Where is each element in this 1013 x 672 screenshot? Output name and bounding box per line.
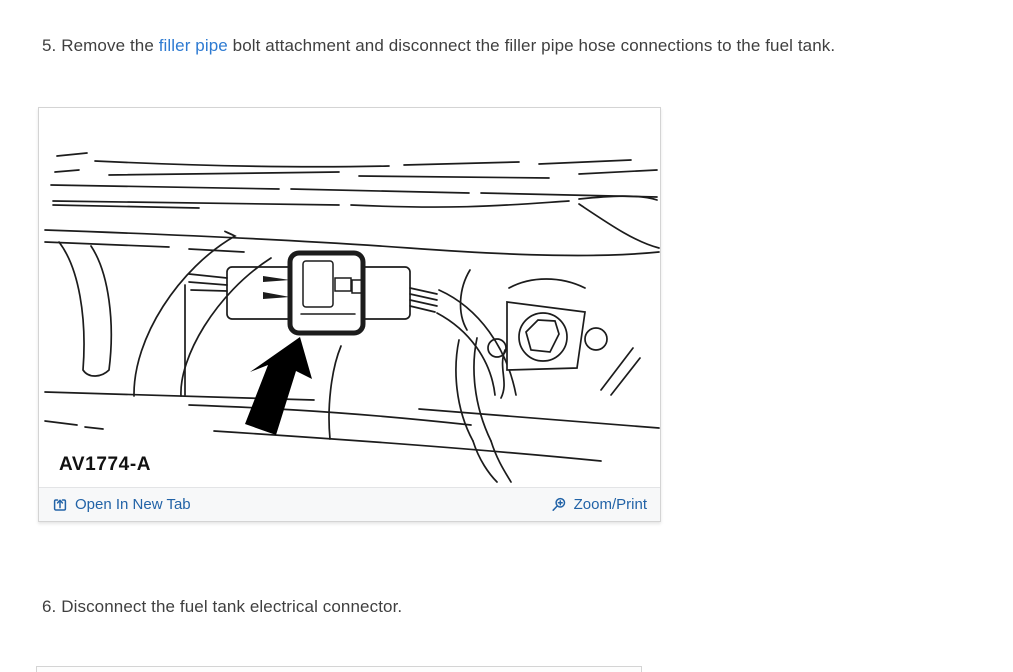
technical-drawing [39,108,660,487]
step-6-body: Disconnect the fuel tank electrical connector. [61,597,403,616]
zoom-print-button[interactable] [551,496,647,513]
open-in-new-tab-icon [52,497,68,513]
filler-pipe-link[interactable]: filler pipe [158,36,228,55]
drawing-strokes [45,153,659,482]
step-6-text [42,597,402,617]
step-5-prefix: Remove the [61,36,159,55]
figure-label: AV1774-A [59,454,152,475]
figure-image [39,108,660,487]
next-figure-panel [36,666,642,672]
open-in-new-tab-button[interactable] [52,496,191,513]
hex-bolt [488,302,640,395]
open-in-new-tab-label: Open In New Tab [75,496,191,513]
figure-toolbar [39,487,660,521]
step-5-text [42,36,835,56]
arrow-pointer [245,337,312,435]
step-5-suffix: bolt attachment and disconnect the filler pipe hose connections to the fuel tank. [227,36,836,55]
zoom-magnifier-plus-icon [551,497,567,513]
zoom-print-label: Zoom/Print [573,496,647,513]
electrical-connector [263,253,363,333]
step-5-number: 5. [42,36,57,55]
figure-panel [38,107,661,522]
step-6-number: 6. [42,597,57,616]
